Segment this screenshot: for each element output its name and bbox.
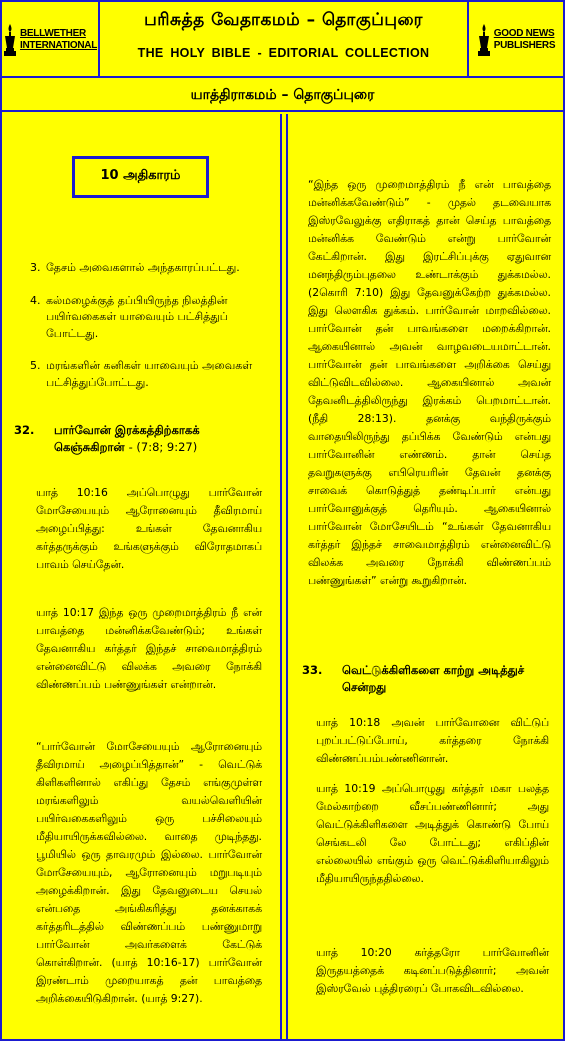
verse-10-20: யாத் 10:20 கர்த்தரோ பார்வோனின் இருதயத்தைக் கடினப்படுத்தினார்; அவன் இஸ்ரவேல் புத்திரரைப் போகவிடவில்லை. <box>316 946 549 995</box>
right-column <box>286 114 563 1039</box>
section-33-heading <box>302 662 552 696</box>
english-title: THE HOLY BIBLE - EDITORIAL COLLECTION <box>137 46 430 60</box>
book-subtitle: யாத்திராகமம் – தொகுப்புரை <box>2 80 563 112</box>
logo-line: BELLWETHER <box>19 28 86 39</box>
list-number: 3. <box>30 261 41 274</box>
header <box>2 2 563 78</box>
list-number: 4. <box>30 293 41 307</box>
section-32-heading <box>14 422 272 456</box>
list-text: தேசம் அவைகளால் அந்தகாரப்பட்டது. <box>46 261 240 274</box>
list-item <box>30 358 274 391</box>
good-news-logo <box>467 2 563 78</box>
verse-10-19: யாத் 10:19 அப்பொழுது கர்த்தர் மகா பலத்த மேல்காற்றை வீசப்பண்ணினார்; அது வெட்டுக்கிளிகளை அடித்துக் கொண்டு போய் செங்கடலி லே போட்டது; எகிப்தின் எல்லையில் எங்கும் ஒரு வெட்டுக்கிளியாகிலும் மீதியாயிருந்ததில்லை. <box>316 782 549 885</box>
section-number: 32. <box>14 423 35 437</box>
lamp-icon <box>3 22 17 58</box>
logo-line: GOOD NEWS <box>493 28 555 39</box>
lamp-icon <box>477 22 491 58</box>
verse-10-17: யாத் 10:17 இந்த ஒரு முறைமாத்திரம் நீ என் பாவத்தை மன்னிக்கவேண்டும்; உங்கள் தேவனாகிய கர்த்தர் இந்தச் சாவைமாத்திரம் என்னைவிட்டு விலக்க அவரை நோக்கி விண்ணப்பம் பண்ணுங்கள் என்றான். <box>36 606 262 691</box>
verse-10-18: யாத் 10:18 அவன் பார்வோனை விட்டுப் புறப்பட்டுப்போய், கர்த்தரை நோக்கி விண்ணப்பம்பண்ணினான். <box>316 716 549 765</box>
verse-10-16: யாத் 10:16 அப்பொழுது பார்வோன் மோசேயையும் ஆரோனையும் தீவிரமாய் அழைப்பித்து: உங்கள் தேவனாகிய கர்த்தருக்கும் உங்களுக்கும் விரோதமாகப் பாவம் செய்தேன். <box>36 486 262 571</box>
numbered-list <box>30 260 274 407</box>
list-item <box>30 260 274 277</box>
tamil-title: பரிசுத்த வேதாகமம் – தொகுப்புரை <box>144 10 423 30</box>
chapter-heading: 10 அதிகாரம் <box>72 156 209 198</box>
list-item <box>30 293 274 343</box>
section-title: வெட்டுக்கிளிகளை காற்று அடித்துச் சென்றது <box>342 663 525 694</box>
left-column <box>4 114 282 1039</box>
list-text: கல்மழைக்குத் தப்பியிருந்த நிலத்தின் பயிர்வகைகள் யாவையும் பட்சித்துப் போட்டது. <box>46 293 228 340</box>
section-number: 33. <box>302 663 323 677</box>
section-ref: - (7:8; 9:27) <box>128 440 198 454</box>
commentary-paragraph: “இந்த ஒரு முறைமாத்திரம் நீ என் பாவத்தை மன்னிக்கவேண்டும்” - முதல் தடவையாக இஸ்ரவேலுக்கு எதிராகத் தான் செய்த பாவத்தை மன்னிக்க வேண்டும் என்று பார்வோன் கேட்கிறான். இது இரட்சிப்புக்கு ஏதுவான மனந்திரும்புதலை உண்டாக்கும் துக்கமல்ல. (2கொரி 7:10) இது தேவனுக்கேற்ற துக்கமல்ல. இது லௌகிக துக்கம். பார்வோன் மாறவில்லை. பார்வோன் தன் பாவங்களை மறைக்கிறான். ஆகையினால் அவன் வாழவடையமாட்டான். பார்வோன் தன் பாவங்களை அறிக்கை செய்து விட்டுவிடவில்லை. ஆகையினால் அவன் தேவனிடத்திலிருந்து இரக்கம் பெறமாட்டான். (நீதி 28:13). தனக்கு வந்திருக்கும் வாதையிலிருந்து தப்பிக்க வேண்டும் என்பது பார்வோனின் எண்ணம். தான் செய்த தவறுகளுக்கு எபிரெயரின் தேவன் தனக்கு சாவைக் கொடுத்துத் தண்டிப்பார் என்பது பார்வோனுக்குத் தெரியும். ஆகையினால் பார்வோன் மோசேயிடம் “உங்கள் தேவனாகிய கர்த்தர் இந்தச் சாவைமாத்திரம் என்னைவிட்டு விலக்க அவரை நோக்கி விண்ணப்பம் பண்ணுங்கள்” என்று கூறுகிறான். <box>308 178 551 587</box>
logo-line: PUBLISHERS <box>493 40 556 51</box>
section-title: பார்வோன் இரக்கத்திற்காகக் கெஞ்சுகிறான் <box>54 423 200 454</box>
bellwether-logo <box>2 2 100 78</box>
list-number: 5. <box>30 359 41 372</box>
header-titles <box>102 2 465 78</box>
logo-line: INTERNATIONAL <box>19 40 98 51</box>
list-text: மரங்களின் கனிகள் யாவையும் அவைகள் பட்சித்துப்போட்டது. <box>46 359 253 389</box>
commentary-paragraph: “பார்வோன் மோசேயையும் ஆரோனையும் தீவிரமாய் அழைப்பித்தான்” - வெட்டுக் கிளிகளினால் எகிப்து தேசம் எங்குமுள்ள மரங்களிலும் வயல்வெளியின் பயிர்வகைகளிலும் ஒரு பச்சிலையும் மீதியாயிருக்கவில்லை. வாதை முடிந்தது. பூமியில் ஒரு தாவரமும் இல்லை. பார்வோன் மோசேயையும், ஆரோனையும் மறுபடியும் அழைக்கிறான். இது தேவனுடைய செயல் என்பதை அங்கிகரித்து தனக்காகக் கர்த்தரிடத்தில் விண்ணப்பம் பண்ணுமாறு பார்வோன் அவர்களைக் கேட்டுக் கொள்கிறான். (யாத் 10:16-17) பார்வோன் இரண்டாம் முறையாகத் தன் பாவத்தை அறிக்கையிடுகிறான். (யாத் 9:27). <box>36 740 262 1005</box>
